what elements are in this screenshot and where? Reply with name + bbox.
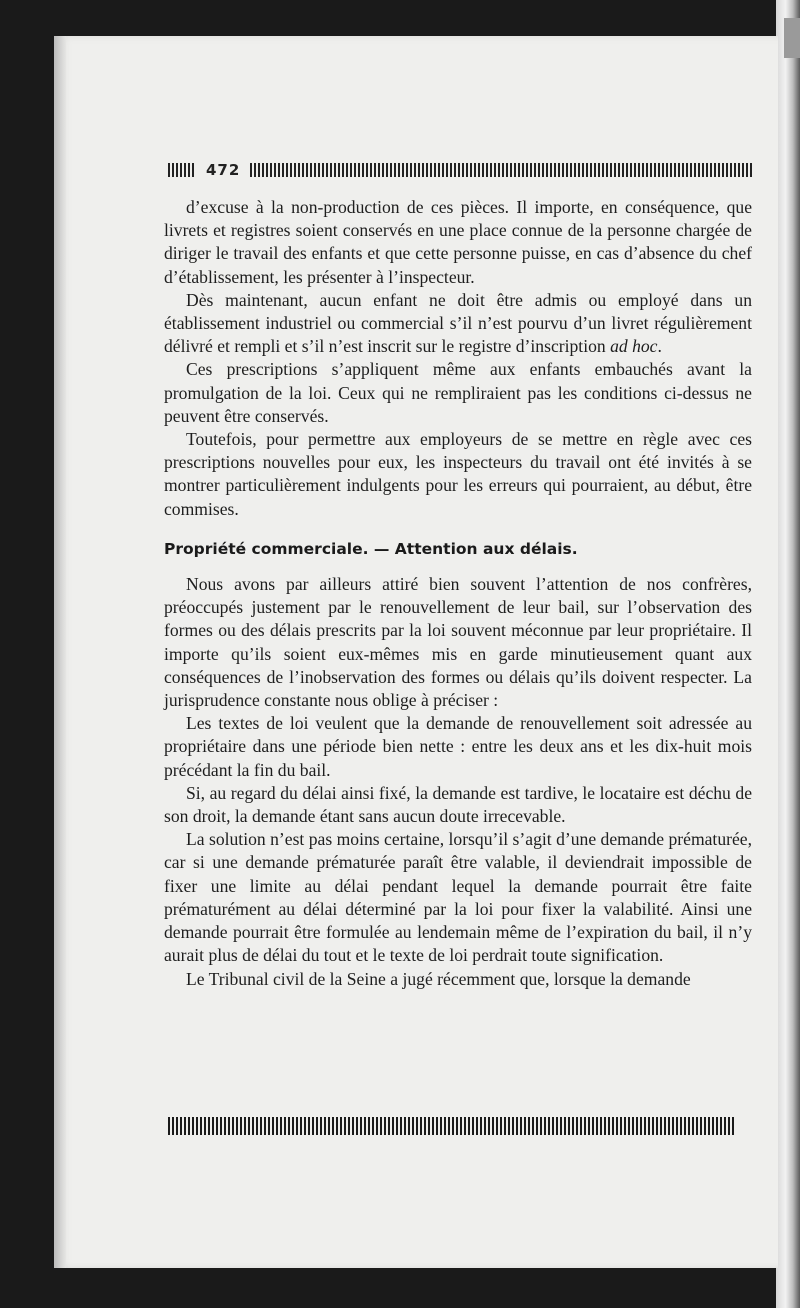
paragraph: Le Tribunal civil de la Seine a jugé récemment que, lorsque la demande [186, 968, 691, 989]
paragraph [164, 289, 752, 359]
paragraph-end: . [657, 336, 662, 357]
header-ornament-right [250, 163, 754, 177]
paragraph: Les textes de loi veulent que la demande de renouvellement soit adressée au propriétaire dans une période bien nette : entre les deux ans et les dix-huit mois précédant la fin du bail. [164, 713, 752, 780]
scan-clip [784, 18, 800, 58]
page-number: 472 [206, 161, 241, 179]
paragraph: Toutefois, pour permettre aux employeurs de se mettre en règle avec ces prescriptions nouvelles pour eux, les inspecteurs du travail ont été invités à se montrer particulièrement indulgents pour les erreurs qui pourraient, au début, être commises. [164, 429, 752, 519]
paragraph-text: Dès maintenant, aucun enfant ne doit être admis ou employé dans un établissement industriel ou commercial s’il n’est pourvu d’un livret régulièrement délivré et rempli et s’il n’est inscrit sur le registre d’inscription [164, 289, 752, 357]
paragraph: d’excuse à la non-production de ces pièces. Il importe, en conséquence, que livrets et registres soient conservés en une place connue de la personne chargée de diriger le travail des enfants et que cette personne puisse, en cas d’absence du chef d’établissement, les présenter à l’inspecteur. [164, 197, 752, 287]
footer-ornament [168, 1117, 736, 1135]
running-header [168, 160, 754, 180]
body-text [164, 196, 752, 991]
paragraph: Ces prescriptions s’appliquent même aux enfants embauchés avant la promulgation de la loi. Ceux qui ne rempliraient pas les conditions ci-dessus ne peuvent être conservés. [164, 359, 752, 426]
header-ornament-left [168, 163, 196, 177]
paragraph: Nous avons par ailleurs attiré bien souvent l’attention de nos confrères, préoccupés justement par le renouvellement de leur bail, sur l’observation des formes ou des délais prescrits par la loi souvent méconnue par leur propriétaire. Il importe qu’ils soient eux-mêmes mis en garde minutieusement quant aux conséquences de l’inobservation des formes ou délais qu’ils doivent respecter. La jurisprudence constante nous oblige à préciser : [164, 574, 752, 711]
scan-background-edge [776, 0, 800, 1308]
paragraph: Si, au regard du délai ainsi fixé, la demande est tardive, le locataire est déchu de son droit, la demande étant sans aucun doute irrecevable. [164, 782, 752, 827]
page-gutter-shadow [54, 36, 66, 1268]
italic-term: ad hoc [610, 336, 658, 357]
section-heading: Propriété commerciale. — Attention aux délais. [164, 539, 578, 558]
paragraph: La solution n’est pas moins certaine, lorsqu’il s’agit d’une demande prématurée, car si une demande prématurée paraît être valable, il deviendrait impossible de fixer une limite au délai pendant lequel la demande pourrait être faite prématurément au délai déterminé par la loi pour fixer la valabilité. Ainsi une demande pourrait être formulée au lendemain même de l’expiration du bail, il n’y aurait plus de délai du tout et le texte de loi perdrait toute signification. [164, 829, 752, 966]
